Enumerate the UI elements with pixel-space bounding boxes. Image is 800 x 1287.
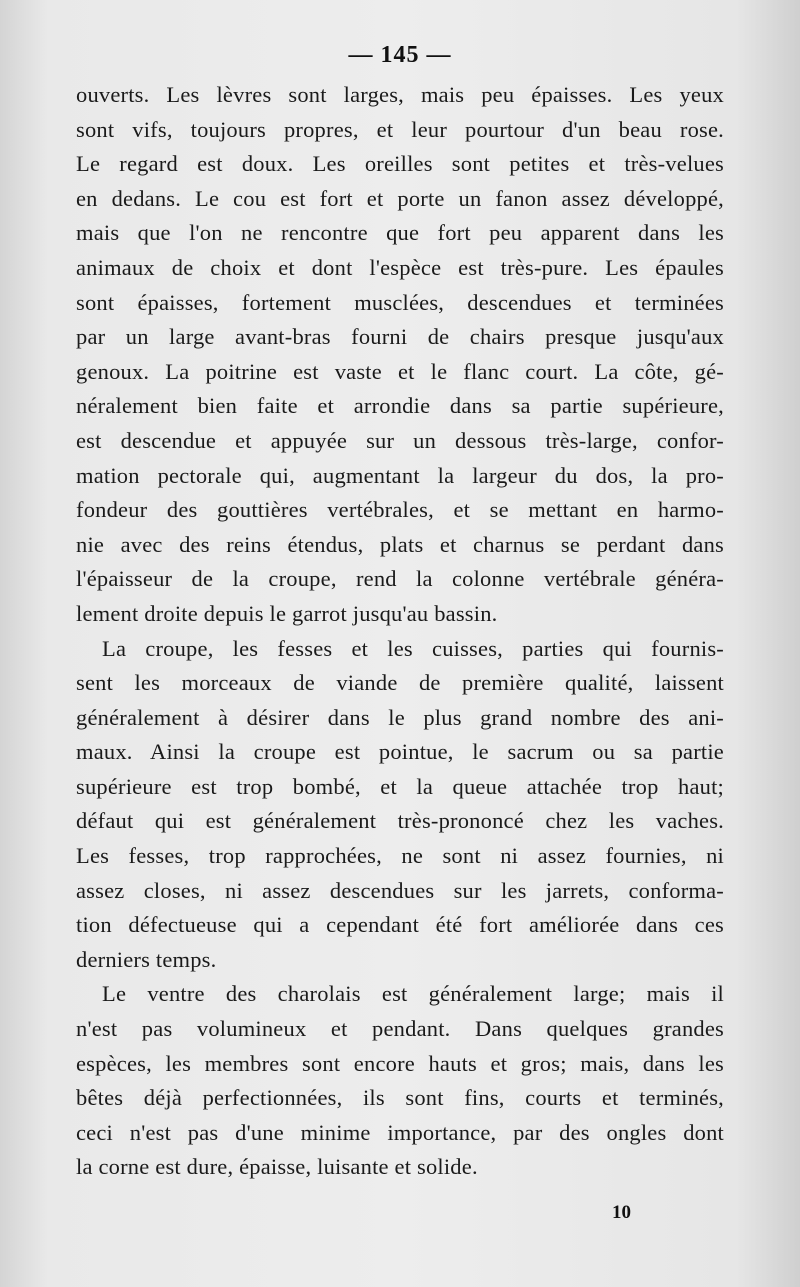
text-line: néralement bien faite et arrondie dans sa partie supérieure, <box>76 393 724 419</box>
text-line: bêtes déjà perfectionnées, ils sont fins, courts et terminés, <box>76 1085 724 1111</box>
text-line: fondeur des gouttières vertébrales, et se mettant en harmo- <box>76 497 724 523</box>
text-line: lement droite depuis le garrot jusqu'au bassin. <box>76 600 498 626</box>
text-line: l'épaisseur de la croupe, rend la colonne vertébrale généra- <box>76 566 724 592</box>
text-line: mais que l'on ne rencontre que fort peu apparent dans les <box>76 220 724 246</box>
text-line: maux. Ainsi la croupe est pointue, le sacrum ou sa partie <box>76 739 724 765</box>
text-line: ouverts. Les lèvres sont larges, mais peu épaisses. Les yeux <box>76 82 724 107</box>
signature-mark: 10 <box>612 1202 631 1223</box>
text-line: derniers temps. <box>76 946 217 972</box>
text-line: espèces, les membres sont encore hauts et gros; mais, dans les <box>76 1050 724 1076</box>
text-line: sent les morceaux de viande de première qualité, laissent <box>76 670 724 696</box>
text-line: par un large avant-bras fourni de chairs presque jusqu'aux <box>76 324 724 350</box>
text-line: assez closes, ni assez descendues sur les jarrets, conforma- <box>76 877 724 903</box>
text-line: nie avec des reins étendus, plats et charnus se perdant dans <box>76 531 724 557</box>
text-line: sont épaisses, fortement musclées, descendues et terminées <box>76 289 724 315</box>
text-line: supérieure est trop bombé, et la queue attachée trop haut; <box>76 773 724 799</box>
text-line: animaux de choix et dont l'espèce est très-pure. Les épaules <box>76 254 724 280</box>
text-line: tion défectueuse qui a cependant été fort améliorée dans ces <box>76 912 724 938</box>
paragraph-start-line: Le ventre des charolais est généralement large; mais il <box>102 981 724 1007</box>
text-line: la corne est dure, épaisse, luisante et solide. <box>76 1154 478 1180</box>
text-line: est descendue et appuyée sur un dessous très-large, confor- <box>76 427 724 453</box>
text-line: Les fesses, trop rapprochées, ne sont ni assez fournies, ni <box>76 843 724 869</box>
text-line: ceci n'est pas d'une minime importance, par des ongles dont <box>76 1119 724 1145</box>
text-line: sont vifs, toujours propres, et leur pourtour d'un beau rose. <box>76 116 724 142</box>
text-line: défaut qui est généralement très-prononcé chez les vaches. <box>76 808 724 834</box>
page-number: — 145 — <box>348 42 452 68</box>
text-line: en dedans. Le cou est fort et porte un fanon assez développé, <box>76 185 724 211</box>
paragraph-start-line: La croupe, les fesses et les cuisses, parties qui fournis- <box>102 635 724 661</box>
text-line: Le regard est doux. Les oreilles sont petites et très-velues <box>76 151 724 177</box>
text-line: généralement à désirer dans le plus grand nombre des ani- <box>76 704 724 730</box>
text-line: mation pectorale qui, augmentant la largeur du dos, la pro- <box>76 462 724 488</box>
text-line: n'est pas volumineux et pendant. Dans quelques grandes <box>76 1016 724 1042</box>
text-line: genoux. La poitrine est vaste et le flanc court. La côte, gé- <box>76 358 724 384</box>
body-text <box>76 78 724 1185</box>
